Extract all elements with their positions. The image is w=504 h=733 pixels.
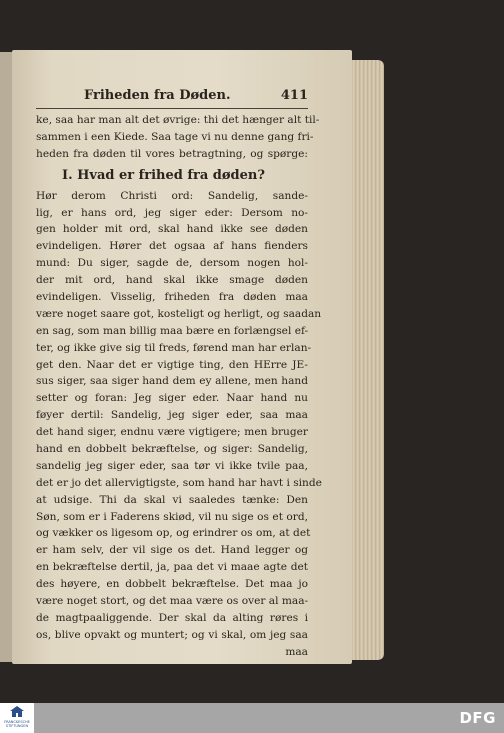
- text-line: lig, er hans ord, jeg siger eder: Dersom no-: [36, 206, 308, 219]
- text-line: være noget stort, og det maa være os over al maa-: [36, 595, 309, 608]
- footer-bar: [0, 703, 504, 733]
- text-line: en bekræftelse dertil, ja, paa det vi maae agte det: [36, 561, 308, 574]
- text-line: evindeligen. Visselig, friheden fra døden maa: [36, 291, 308, 304]
- page-number: 411: [280, 88, 308, 103]
- catchword: maa: [285, 645, 308, 658]
- text-line: heden fra døden til vores betragtning, og spørge:: [36, 147, 308, 160]
- page-text: [36, 88, 322, 661]
- text-line: sus siger, saa siger hand dem ey allene, men hand: [36, 375, 308, 388]
- page-edges: [348, 60, 384, 660]
- text-block-before: [36, 112, 320, 163]
- text-line: Søn, som er i Faderens skiød, vil nu sige os et ord,: [36, 510, 308, 523]
- text-line: evindeligen. Hører det ogsaa af hans fienders: [36, 240, 308, 253]
- text-block-after: [36, 188, 322, 644]
- text-line: os, blive opvakt og muntert; og vi skal, om jeg saa: [36, 628, 308, 641]
- page-header: [36, 88, 308, 109]
- library-logo-icon: [10, 706, 24, 718]
- text-line: hand en dobbelt bekræftelse, og siger: Sandelig,: [36, 443, 308, 456]
- text-line: det er jo det allervigtigste, som hand har havt i sinde: [36, 476, 322, 489]
- text-line: at udsige. Thi da skal vi saaledes tænke: Den: [36, 493, 308, 506]
- text-line: ter, og ikke give sig til freds, førend man har erlan-: [36, 341, 312, 354]
- text-line: det hand siger, endnu være vigtigere; men bruger: [36, 426, 308, 439]
- text-line: Hør derom Christi ord: Sandelig, sande-: [36, 189, 308, 202]
- text-line: og vækker os ligesom op, og erindrer os om, at det: [36, 527, 311, 540]
- section-heading: I. Hvad er frihed fra døden?: [62, 167, 265, 183]
- text-line: der mit ord, hand skal ikke smage døden: [36, 274, 308, 287]
- text-line: mund: Du siger, sagde de, dersom nogen hol-: [36, 257, 308, 270]
- text-line: ke, saa har man alt det øvrige: thi det hænger alt til-: [36, 114, 320, 126]
- text-line: en sag, som man billig maa bære en forlængsel ef-: [36, 324, 309, 337]
- text-line: des høyere, en dobbelt bekræftelse. Det maa jo: [36, 578, 308, 591]
- text-line: føyer dertil: Sandelig, jeg siger eder, saa maa: [36, 409, 308, 422]
- text-line: er ham selv, der vil sige os det. Hand legger og: [36, 544, 308, 557]
- text-line: være noget saare got, kosteligt og herligt, og saadan: [36, 307, 322, 320]
- text-line: get den. Naar det er vigtige ting, den HErre JE-: [36, 358, 308, 371]
- dfg-logo[interactable]: DFG: [459, 709, 496, 727]
- library-label: FRANCKESCHE STIFTUNGEN: [4, 720, 30, 728]
- text-line: de magtpaaliggende. Der skal da alting røres i: [36, 611, 308, 624]
- text-line: sandelig jeg siger eder, saa tør vi ikke tvile paa,: [36, 459, 308, 472]
- text-line: gen holder mit ord, skal hand ikke see døden: [36, 223, 308, 236]
- running-title: Friheden fra Døden.: [84, 88, 231, 103]
- text-line: setter og foran: Jeg siger eder. Naar hand nu: [36, 392, 308, 405]
- text-line: sammen i een Kiede. Saa tage vi nu denne gang fri-: [36, 130, 314, 143]
